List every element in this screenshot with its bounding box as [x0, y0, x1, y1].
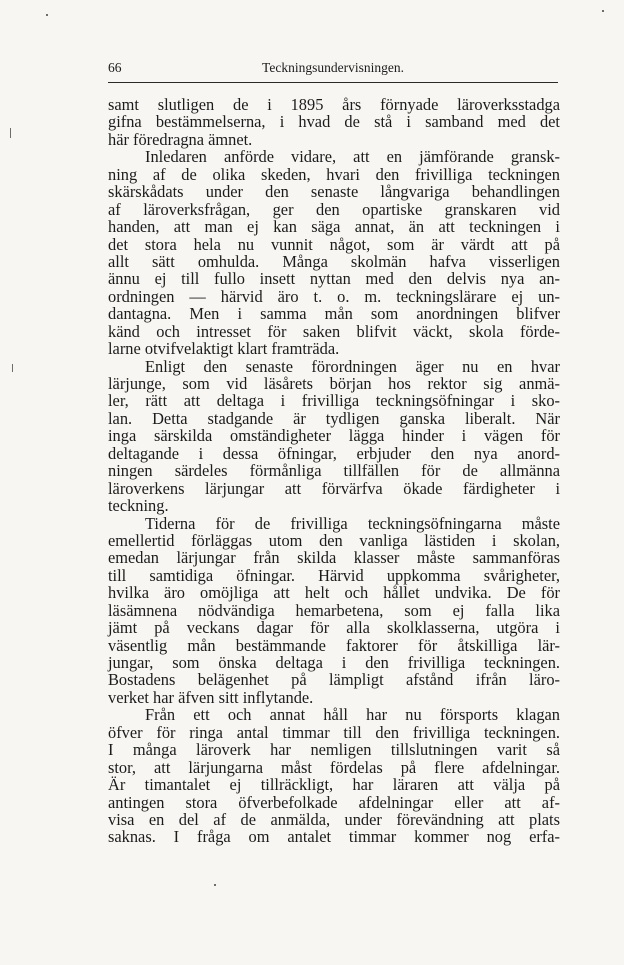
text-line: samt slutligen de i 1895 års förnyade läroverksstadga [108, 95, 560, 114]
text-line: skärskådats under den senaste långvariga behandlingen [108, 182, 560, 202]
text-line: Bostadens belägenhet på lämpligt afstånd ifrån läro- [108, 670, 560, 690]
text-line: Är timantalet ej tillräckligt, har läraren att välja på [108, 775, 560, 795]
text-line: emellertid förläggas utom den vanliga lästiden i skolan, [108, 530, 560, 550]
text-line: här föredragna ämnet. [108, 129, 253, 149]
margin-mark [12, 364, 13, 372]
text-line: saknas. I fråga om antalet timmar kommer nog erfa- [108, 827, 560, 847]
text-line: väsentlig mån bestämmande faktorer för åtskilliga lär- [108, 635, 560, 655]
text-line: lan. Detta stadgande är tydligen ganska liberalt. När [108, 408, 560, 428]
text-line: antingen stora öfverbefolkade afdelningar eller att af- [108, 792, 560, 812]
text-line: ler, rätt att deltaga i frivilliga teckningsöfningar i sko- [108, 391, 560, 411]
text-line: teckning. [108, 496, 169, 516]
page-number: 66 [108, 60, 122, 75]
text-line: känd och intresset för saken blifvit väckt, skola förde- [108, 321, 560, 341]
paragraph [108, 358, 560, 515]
text-line: visa en del af de anmälda, under förevändning att plats [108, 809, 560, 829]
scan-speck [214, 884, 216, 886]
text-line: jämt på veckans dagar för alla skolklasserna, utgöra i [108, 618, 560, 638]
scan-speck [602, 10, 604, 12]
text-line: hvilka äro omöjliga att helt och hållet undvika. De för [108, 583, 560, 603]
text-line: Enligt den senaste förordningen äger nu en hvar [145, 356, 560, 376]
text-line: larne otvifvelaktigt klart framträda. [108, 339, 340, 359]
paragraph [108, 96, 560, 148]
text-line: lärjunge, som vid läsårets början hos rektor sig anmä- [108, 374, 560, 393]
text-line: stor, att lärjungarna måst fördelas på flere afdelningar. [108, 757, 560, 777]
scan-speck [46, 14, 48, 16]
text-line: inga särskilda omständigheter lägga hinder i vägen för [108, 426, 560, 446]
text-line: allt sätt omhulda. Många skolmän hafva visserligen [108, 251, 560, 271]
text-line: läroverkens lärjungar att förvärfva ökade färdigheter i [108, 478, 560, 498]
page-header [108, 60, 558, 82]
paragraph [108, 148, 560, 357]
text-line: det stora hela nu vunnit något, som är värdt att på [108, 234, 560, 254]
text-line: öfver för ringa antal timmar till den frivilliga teckningen. [108, 722, 560, 742]
text-line: emedan lärjungar från skilda klasser måste sammanföras [108, 548, 560, 568]
text-line: ningen särdeles förmånliga tillfällen för de allmänna [108, 461, 560, 481]
margin-mark [10, 128, 11, 138]
text-line: ännu ej till fullo insett nyttan med den delvis nya an- [108, 269, 560, 289]
text-line: jungar, som önska deltaga i den frivilliga teckningen. [108, 653, 560, 672]
text-line: dantagna. Men i samma mån som anordningen blifver [108, 304, 560, 324]
text-line: Inledaren anförde vidare, att en jämförande gransk- [145, 147, 560, 167]
text-line: Från ett och annat håll har nu försports klagan [145, 705, 560, 725]
running-title: Teckningsundervisningen. [262, 60, 404, 75]
paragraph [108, 515, 560, 707]
text-line: handen, att man ej kan säga annat, än att teckningen i [108, 217, 560, 237]
body-text [108, 96, 560, 846]
text-line: ning af de olika skeden, hvari den frivilliga teckningen [108, 164, 560, 184]
text-line: af läroverksfrågan, ger den opartiske granskaren vid [108, 199, 560, 219]
text-line: läsämnena nödvändiga hemarbetena, som ej falla lika [108, 600, 560, 620]
header-rule [108, 82, 558, 83]
text-line: verket har äfven sitt inflytande. [108, 687, 314, 707]
text-line: gifna bestämmelserna, i hvad de stå i samband med det [108, 112, 560, 132]
text-line: till samtidiga öfningar. Härvid uppkomma svårigheter, [108, 565, 560, 585]
text-line: Tiderna för de frivilliga teckningsöfningarna måste [145, 513, 560, 533]
text-line: I många läroverk har nemligen tillslutningen varit så [108, 740, 560, 760]
paragraph [108, 706, 560, 846]
text-line: ordningen — härvid äro t. o. m. teckningslärare ej un- [108, 286, 560, 306]
text-line: deltagande i dessa öfningar, erbjuder den nya anord- [108, 443, 560, 463]
